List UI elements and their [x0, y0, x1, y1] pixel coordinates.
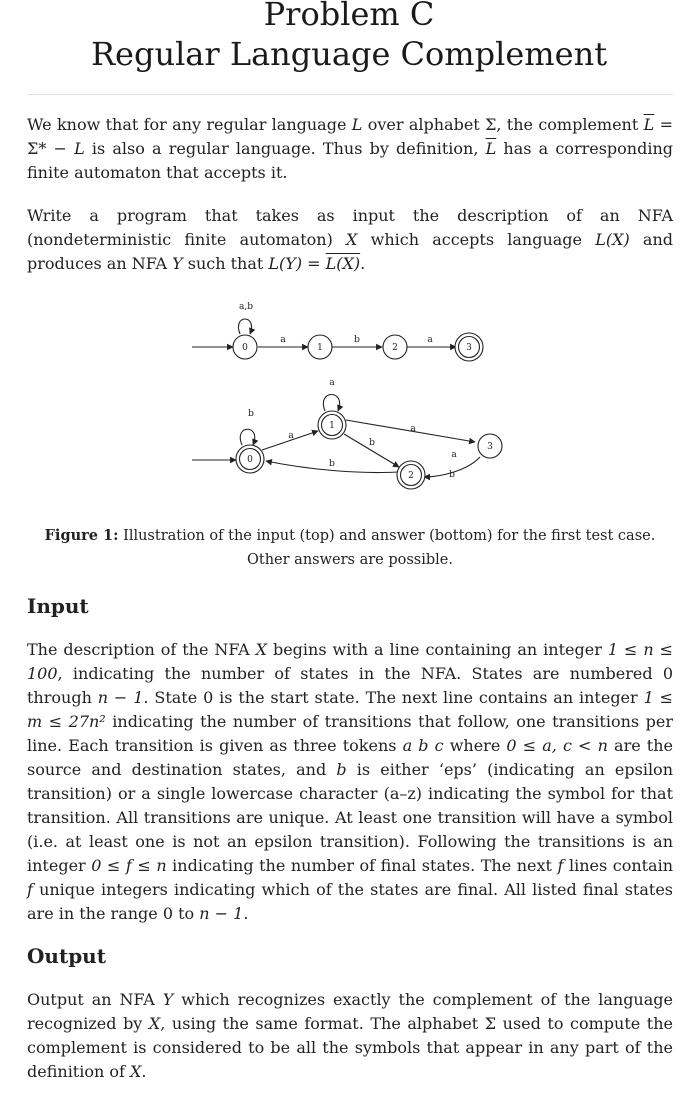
problem-subtitle: Regular Language Complement [90, 35, 608, 73]
title-divider [28, 94, 673, 95]
bottom-state-2: 2 [408, 471, 414, 481]
bottom-edge-label-2-0: b [329, 459, 335, 469]
output-heading: Output [27, 944, 106, 968]
intro-paragraph-1: We know that for any regular language L over alphabet Σ, the complement $\overline{L} = \Sigma* - L$ is also a regular language. Thus by definition, $\overline{L}$ has a corresponding finite automaton that accepts it. [27, 115, 674, 182]
top-state-2: 2 [392, 343, 398, 353]
output-paragraph: Output an NFA Y which recognizes exactly the complement of the language recognized by X, using the same format. The alphabet Σ used to compute the complement is considered to be all the symbols that appear in any part of the definition of X. [27, 990, 674, 1081]
top-edge-label-b: b [354, 335, 360, 345]
nfa-figure [0, 298, 698, 508]
bottom-loop-label-1: a [329, 378, 335, 388]
intro-paragraph-2: Write a program that takes as input the description of an NFA (nondeterministic finite automaton) X which accepts language L(X) and produces an NFA Y such that L(Y) = L(X). [27, 206, 674, 273]
bottom-edge-label-3-2: b [449, 470, 455, 480]
bottom-edge-label-0-1: a [288, 431, 294, 441]
top-state-0: 0 [242, 343, 248, 353]
top-state-3: 3 [466, 343, 472, 353]
bottom-state-1: 1 [329, 421, 335, 431]
input-paragraph: The description of the NFA X begins with a line containing an integer 1 ≤ n ≤ 100, indicating the number of states in the NFA. States are numbered 0 through n − 1. State 0 is the start state. The next line contains an integer 1 ≤ m ≤ 27n² indicating the number of transitions that follow, one transitions per line. Each transition is given as three tokens a b c where 0 ≤ a, c < n are the source and destination states, and b is either ‘eps’ (indicating an epsilon transition) or a single lowercase character (a–z) indicating the symbol for that transition. All transitions are unique. At least one transition will have a symbol (i.e. at least one is not an epsilon transition). Following the transitions is an integer 0 ≤ f ≤ n indicating the number of final states. The next f lines contain f unique integers indicating which of the states are final. All listed final states are in the range 0 to n − 1. [27, 640, 674, 923]
figure-caption-label: Figure 1: [44, 527, 119, 544]
bottom-edge-label-1-3: a [410, 424, 416, 434]
top-edge-label-a: a [280, 335, 286, 345]
bottom-state-3: 3 [487, 442, 493, 452]
input-heading: Input [27, 594, 89, 618]
bottom-loop-label-3: a [451, 450, 457, 460]
figure-caption [27, 524, 673, 572]
bottom-state-0: 0 [247, 455, 253, 465]
problem-title: Problem C [263, 0, 435, 33]
bottom-edge-label-1-2: b [369, 438, 375, 448]
bottom-loop-label-0: b [248, 409, 254, 419]
figure-caption-text: Illustration of the input (top) and answer (bottom) for the first test case. Other answers are possible. [118, 528, 656, 568]
top-state-1: 1 [317, 343, 323, 353]
top-edge-label-a2: a [427, 335, 433, 345]
top-loop-label: a,b [239, 302, 253, 312]
